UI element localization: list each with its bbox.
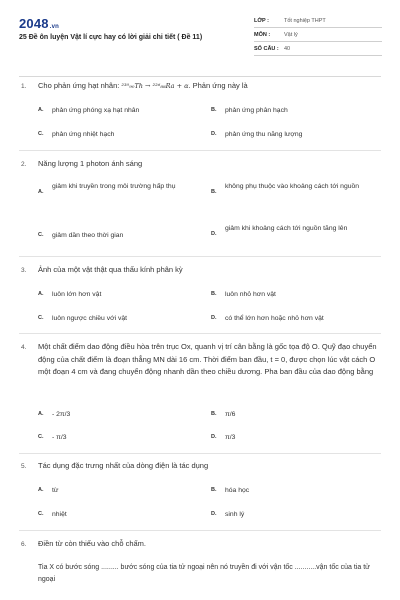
option-letter: B. <box>211 107 217 113</box>
option-text: không phụ thuộc vào khoảng cách tới nguồn <box>225 183 360 190</box>
option-text: phản ứng thu năng lượng <box>225 131 303 138</box>
header-divider <box>19 76 381 77</box>
option-letter: C. <box>38 131 44 137</box>
option-letter: C. <box>38 511 44 517</box>
option-text: từ <box>52 487 59 494</box>
meta-label: MÔN : <box>254 32 271 38</box>
option-text: luôn lớn hơn vật <box>52 291 102 298</box>
option-letter: C. <box>38 434 44 440</box>
question-divider <box>19 150 381 151</box>
option-letter: D. <box>211 315 217 321</box>
logo-main: 2048 <box>19 16 49 31</box>
option-letter: A. <box>38 487 44 493</box>
question-divider <box>19 453 381 454</box>
option-text: π/3 <box>225 434 236 441</box>
option-letter: B. <box>211 189 217 195</box>
meta-value: Tốt nghiệp THPT <box>284 18 326 24</box>
document-header <box>0 0 400 68</box>
question-text: Tác dụng đặc trưng nhất của dòng điện là tác dụng <box>38 461 209 470</box>
option-text: sinh lý <box>225 511 245 518</box>
meta-class <box>254 14 382 28</box>
question-text: Một chất điểm dao động điều hòa trên trục Ox, quanh vị trí cân bằng là gốc tọa độ O. Quỹ đạo chuyển động của chất điểm là đoạn thẳng MN dài 16 cm. Thời điểm ban đầu, t = 0, được chọn lúc vật cách O một đoạn 4 cm và đang chuyển động nhanh dần theo chiều dương. Pha ban đầu của dao động bằng <box>38 342 377 376</box>
option-letter: A. <box>38 291 44 297</box>
question-number: 5. <box>21 463 27 470</box>
option-text: luôn nhỏ hơn vật <box>225 291 276 298</box>
nuclear-formula: ²³⁰₉₀Th → ²²⁶₈₈Ra + α <box>121 82 189 90</box>
question-text: Năng lượng 1 photon ánh sáng <box>38 159 143 168</box>
option-letter: A. <box>38 107 44 113</box>
option-text: - 2π/3 <box>52 411 71 418</box>
fill-blank-statement: Tia X có bước sóng ......... bước sóng của tia tử ngoại nên nó truyền đi với vận tốc ...........vận tốc của tia tử ngoại <box>38 564 370 583</box>
meta-value: Vật lý <box>284 32 298 38</box>
option-letter: C. <box>38 232 44 238</box>
question-text <box>38 80 383 93</box>
option-text: phản ứng phân hạch <box>225 107 288 114</box>
question-text: Điền từ còn thiếu vào chỗ chấm. <box>38 539 146 548</box>
option-text: - π/3 <box>52 434 67 441</box>
question-number: 1. <box>21 83 27 90</box>
option-text: π/6 <box>225 411 236 418</box>
question-text: Ảnh của một vật thật qua thấu kính phân kỳ <box>38 265 183 274</box>
site-logo[interactable] <box>19 16 59 31</box>
option-text: phản ứng phóng xạ hạt nhân <box>52 107 140 114</box>
question-number: 4. <box>21 344 27 351</box>
option-letter: D. <box>211 231 217 237</box>
option-letter: B. <box>211 487 217 493</box>
question-number: 6. <box>21 541 27 548</box>
logo-suffix: .vn <box>49 24 60 30</box>
meta-label: LỚP : <box>254 18 269 24</box>
option-text: có thể lớn hơn hoặc nhỏ hơn vật <box>225 315 324 322</box>
option-letter: D. <box>211 511 217 517</box>
document-title: 25 Đề ôn luyện Vật lí cực hay có lời giải chi tiết ( Đề 11) <box>19 34 203 41</box>
option-letter: D. <box>211 434 217 440</box>
option-text: giảm khi khoảng cách tới nguồn tăng lên <box>225 225 348 232</box>
option-text: giảm dần theo thời gian <box>52 232 124 239</box>
option-text: luôn ngược chiều với vật <box>52 315 128 322</box>
option-text: giảm khi truyền trong môi trường hấp thụ <box>52 183 176 190</box>
meta-label: SỐ CÂU : <box>254 46 279 52</box>
option-letter: B. <box>211 291 217 297</box>
option-letter: A. <box>38 189 44 195</box>
question-text-part: Cho phản ứng hạt nhân: <box>38 81 122 90</box>
meta-subject <box>254 28 382 42</box>
question-divider <box>19 530 381 531</box>
question-number: 2. <box>21 161 27 168</box>
option-text: phản ứng nhiệt hạch <box>52 131 115 138</box>
option-text: hóa học <box>225 487 250 494</box>
question-number: 3. <box>21 267 27 274</box>
meta-value: 40 <box>284 46 291 52</box>
meta-question-count <box>254 42 382 56</box>
question-text-part: . Phản ứng này là <box>188 81 248 90</box>
question-divider <box>19 256 381 257</box>
option-letter: A. <box>38 411 44 417</box>
option-letter: D. <box>211 131 217 137</box>
option-text: nhiệt <box>52 511 67 518</box>
option-letter: B. <box>211 411 217 417</box>
question-divider <box>19 333 381 334</box>
option-letter: C. <box>38 315 44 321</box>
